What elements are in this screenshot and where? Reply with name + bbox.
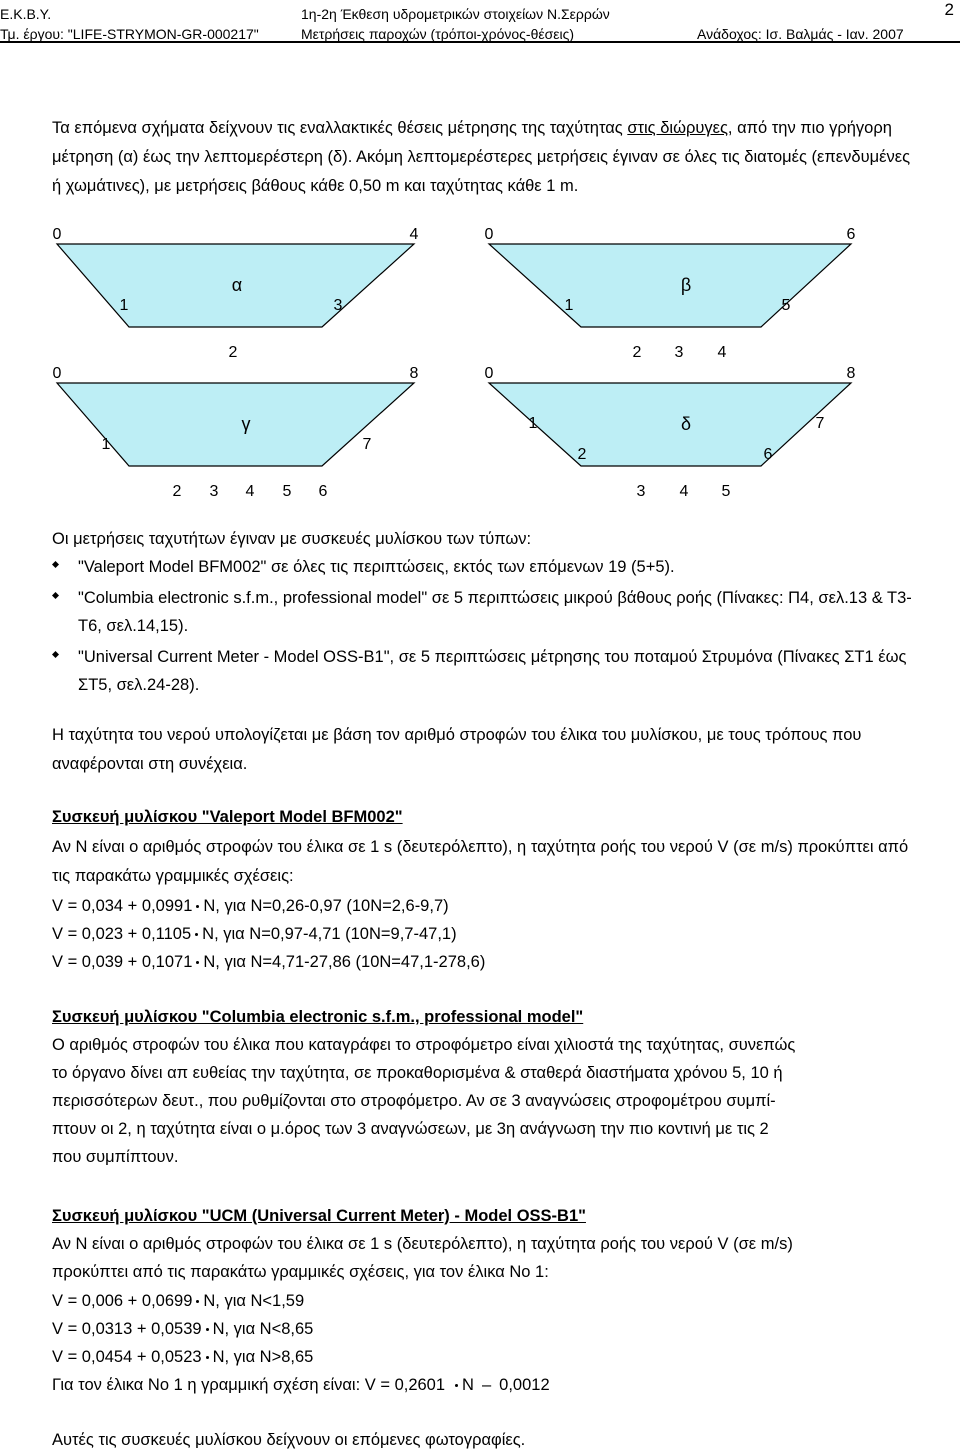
columbia-line-4: πτουν οι 2, η ταχύτητα είναι ο μ.όρος των 3 αναγνώσεων, με 3η ανάγνωση την πιο κοντινή με τις 2 (52, 1120, 769, 1138)
list-item (52, 553, 912, 581)
diagram-gamma-bottom-5: 6 (318, 483, 328, 500)
header-org: Ε.Κ.Β.Υ. (0, 6, 52, 22)
ucm-line-1: Αν Ν είναι ο αριθμός στροφών του έλικα σε 1 s (δευτερόλεπτο), η ταχύτητα ροής του νερού V (σε m/s) (52, 1235, 793, 1253)
eq-lhs: V = 0,023 + 0,1105 (52, 925, 192, 943)
device-3-text: "Universal Current Meter - Model OSS-B1", σε 5 περιπτώσεις μέτρησης του ποταμού Στρυμόνα (Πίνακες ΣΤ1 έως ΣΤ5, σελ.24-28). (78, 648, 907, 694)
velocity-paragraph: Η ταχύτητα του νερού υπολογίζεται με βάση τον αριθμό στροφών του έλικα του μυλίσκου, με τους τρόπους που αναφέρονται στη συνέχεια. (52, 726, 862, 773)
ucm-equation-2 (52, 1315, 313, 1343)
diagram-beta-bottom-3: 4 (717, 344, 727, 361)
multiply-dot-icon (455, 1384, 458, 1387)
cross-section-diagrams (0, 210, 960, 510)
header-subject: Μετρήσεις παροχών (τρόποι-χρόνος-θέσεις) (301, 26, 575, 42)
diagram-gamma-side-left: 1 (101, 436, 111, 453)
ucm-line-2: προκύπτει από τις παρακάτω γραμμικές σχέσεις, για τον έλικα Νο 1: (52, 1263, 549, 1281)
intro-paragraph (52, 114, 912, 201)
header-report: 1η-2η Έκθεση υδρομετρικών στοιχείων Ν.Σερρών (301, 6, 610, 22)
columbia-line-5: που συμπίπτουν. (52, 1148, 179, 1166)
eq-lhs: V = 0,0313 + 0,0539 (52, 1320, 202, 1338)
eq-rhs: N, για Ν=0,97-4,71 (10Ν=9,7-47,1) (202, 925, 457, 943)
diagram-alpha-top-right: 4 (409, 226, 419, 243)
eq-lhs: V = 0,0454 + 0,0523 (52, 1348, 202, 1366)
diagram-gamma-bottom-4: 5 (282, 483, 292, 500)
page-number: 2 (944, 0, 954, 19)
list-item (52, 643, 912, 699)
columbia-line-1: Ο αριθμός στροφών του έλικα που καταγράφει το στροφόμετρο είναι χιλιοστά της ταχύτητας, συνεπώς (52, 1036, 796, 1054)
columbia-line-2: το όργανο δίνει απ ευθείας την ταχύτητα, σε προκαθορισμένα & σταθερά διαστήματα χρόνου 5, 10 ή (52, 1064, 783, 1082)
eq-lhs: V = 0,006 + 0,0699 (52, 1292, 193, 1310)
eq-rhs: N, για Ν<1,59 (203, 1292, 305, 1310)
diagram-beta-label: β (680, 275, 692, 295)
ucm-last-n: N (462, 1376, 474, 1394)
diagram-alpha-top-left: 0 (52, 226, 62, 243)
devices-intro: Οι μετρήσεις ταχυτήτων έγιναν με συσκευές μυλίσκου των τύπων: (52, 530, 532, 548)
devices-list (52, 553, 912, 699)
diagram-delta-bottom-3: 5 (721, 483, 731, 500)
valeport-equation-1 (52, 892, 449, 920)
diagram-delta-side-1: 1 (528, 415, 538, 432)
ucm-last-suffix: 0,0012 (499, 1376, 550, 1394)
diagram-delta-shape (489, 383, 851, 466)
diagram-beta-bottom-1: 2 (632, 344, 642, 361)
columbia-title: Συσκευή μυλίσκου "Columbia electronic s.f.m., professional model" (52, 1008, 584, 1026)
ucm-last-prefix: Για τον έλικα Νο 1 η γραμμική σχέση είναι: V = 0,2601 (52, 1376, 446, 1394)
diagram-beta-side-left: 1 (564, 297, 574, 314)
diagram-gamma-bottom-1: 2 (172, 483, 182, 500)
diagram-alpha-side-left: 1 (119, 297, 129, 314)
diagram-beta-side-right: 5 (781, 297, 791, 314)
diamond-bullet-icon (52, 561, 59, 568)
intro-text-1: Τα επόμενα σχήματα δείχνουν τις εναλλακτικές θέσεις μέτρησης της ταχύτητας (52, 119, 628, 137)
eq-lhs: V = 0,034 + 0,0991 (52, 897, 193, 915)
multiply-dot-icon (196, 1300, 199, 1303)
columbia-line-3: περισσότερων δευτ., που ρυθμίζονται στο στροφόμετρο. Αν σε 3 αναγνώσεις στροφομέτρου συμπί- (52, 1092, 776, 1110)
diagram-delta-bottom-2: 4 (679, 483, 689, 500)
columbia-text (52, 1031, 912, 1171)
device-1-text: "Valeport Model BFM002" σε όλες τις περιπτώσεις, εκτός των επόμενων 19 (5+5). (78, 558, 675, 576)
diagram-alpha-side-right: 3 (333, 297, 343, 314)
diagram-beta-top-left: 0 (484, 226, 494, 243)
eq-rhs: N, για Ν<8,65 (212, 1320, 314, 1338)
diagram-alpha-label: α (231, 275, 243, 295)
diagram-gamma-shape (57, 383, 414, 466)
eq-rhs: N, για Ν>8,65 (212, 1348, 314, 1366)
valeport-equation-2 (52, 920, 457, 948)
header-contractor: Ανάδοχος: Ισ. Βαλμάς - Ιαν. 2007 (697, 26, 904, 42)
diagram-gamma-top-left: 0 (52, 365, 62, 382)
valeport-equation-3 (52, 948, 485, 976)
diamond-bullet-icon (52, 651, 59, 658)
multiply-dot-icon (206, 1356, 209, 1359)
ucm-equation-1 (52, 1287, 304, 1315)
diagram-delta-side-2: 2 (577, 446, 587, 463)
diagram-beta-shape (489, 244, 851, 327)
ucm-linear-relation (52, 1371, 550, 1399)
ucm-title: Συσκευή μυλίσκου "UCM (Universal Current Meter) - Model OSS-B1" (52, 1207, 586, 1225)
intro-text-2: , από την πιο γρήγορη μέτρηση (α) έως την λεπτομερέστερη (δ). Ακόμη λεπτομερέστερες μετρήσεις έγιναν σε όλες τις διατομές (επενδυμένες ή χωμάτινες), με μετρήσεις βάθους κάθε 0,50 m και ταχύτητας κάθε 1 m. (52, 119, 911, 195)
minus-sign: – (481, 1376, 492, 1394)
diagram-gamma-bottom-2: 3 (209, 483, 219, 500)
diagram-delta-label: δ (680, 414, 692, 434)
device-2-text: "Columbia electronic s.f.m., professional model" σε 5 περιπτώσεις μικρού βάθους ροής (Πίνακες: Π4, σελ.13 & Τ3-Τ6, σελ.14,15). (78, 589, 912, 635)
diagram-alpha-bottom: 2 (228, 344, 238, 361)
diagram-delta-top-left: 0 (484, 365, 494, 382)
diamond-bullet-icon (52, 592, 59, 599)
multiply-dot-icon (196, 905, 199, 908)
diagram-delta-top-right: 8 (846, 365, 856, 382)
multiply-dot-icon (206, 1328, 209, 1331)
photos-text: Αυτές τις συσκευές μυλίσκου δείχνουν οι επόμενες φωτογραφίες. (52, 1431, 526, 1449)
diagram-gamma-bottom-3: 4 (245, 483, 255, 500)
diagram-delta-bottom-1: 3 (636, 483, 646, 500)
diagram-svg (0, 210, 960, 510)
diagram-gamma-top-right: 8 (409, 365, 419, 382)
multiply-dot-icon (195, 933, 198, 936)
multiply-dot-icon (196, 961, 199, 964)
diagram-beta-top-right: 6 (846, 226, 856, 243)
ucm-text (52, 1230, 912, 1286)
eq-rhs: N, για Ν=0,26-0,97 (10Ν=2,6-9,7) (203, 897, 449, 915)
diagram-delta-side-7: 7 (815, 415, 825, 432)
eq-lhs: V = 0,039 + 0,1071 (52, 953, 193, 971)
intro-underlined: στις διώρυγες (627, 119, 728, 137)
header-project: Τμ. έργου: "LIFE-STRYMON-GR-000217" (0, 26, 259, 42)
eq-rhs: N, για Ν=4,71-27,86 (10Ν=47,1-278,6) (203, 953, 486, 971)
diagram-delta-side-6: 6 (763, 446, 773, 463)
list-item (52, 584, 912, 640)
ucm-equation-3 (52, 1343, 313, 1371)
diagram-gamma-label: γ (241, 414, 251, 434)
valeport-text: Αν Ν είναι ο αριθμός στροφών του έλικα σε 1 s (δευτερόλεπτο), η ταχύτητα ροής του νερού V (σε m/s) προκύπτει από τις παρακάτω γραμμικές σχέσεις: (52, 838, 909, 885)
diagram-beta-bottom-2: 3 (674, 344, 684, 361)
valeport-title: Συσκευή μυλίσκου "Valeport Model BFM002" (52, 808, 403, 826)
diagram-gamma-side-right: 7 (362, 436, 372, 453)
header-divider (0, 41, 960, 43)
